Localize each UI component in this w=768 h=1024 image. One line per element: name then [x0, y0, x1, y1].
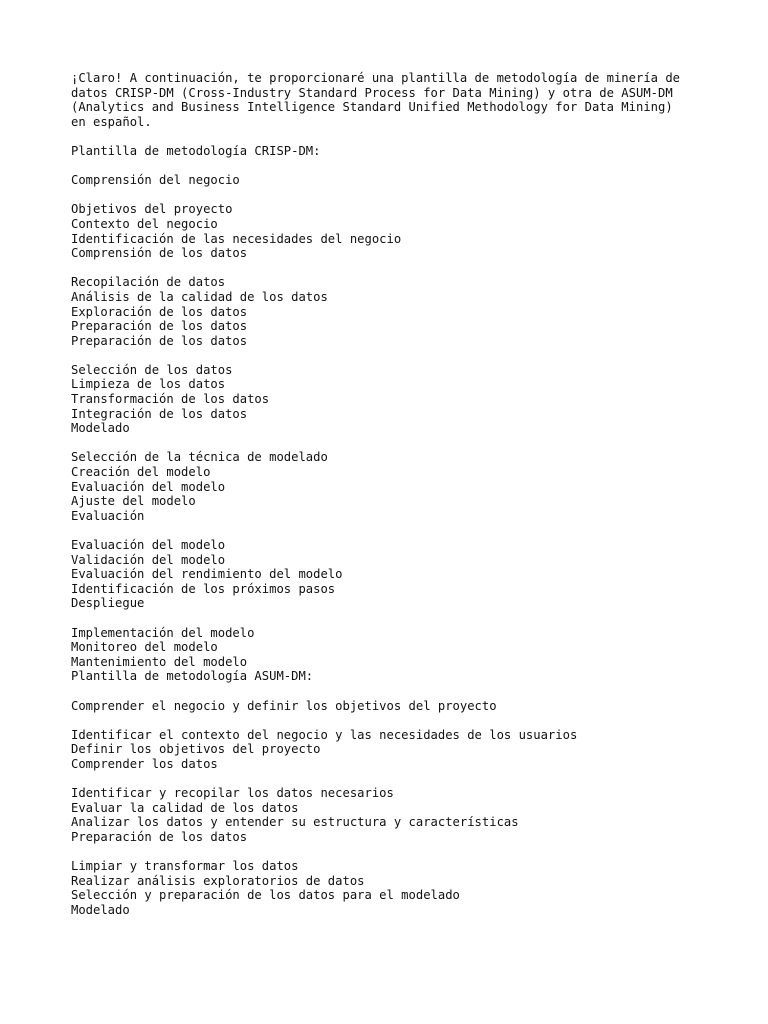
- text-line: Identificar y recopilar los datos necesarios: [71, 786, 394, 801]
- text-line: Limpieza de los datos: [71, 377, 226, 392]
- text-line: Evaluación: [71, 508, 145, 523]
- paragraph-block: [71, 728, 731, 772]
- paragraph-block: [71, 275, 731, 348]
- paragraph-block: [71, 699, 731, 714]
- text-line: Comprender los datos: [71, 756, 218, 771]
- text-line: Comprensión del negocio: [71, 173, 240, 188]
- text-line: Identificar el contexto del negocio y las necesidades de los usuarios: [71, 727, 578, 742]
- paragraph-block: [71, 786, 731, 844]
- text-line: Selección de la técnica de modelado: [71, 450, 328, 465]
- text-line: Identificación de las necesidades del negocio: [71, 231, 402, 246]
- text-line: Plantilla de metodología ASUM-DM:: [71, 669, 314, 684]
- text-line: datos CRISP-DM (Cross-Industry Standard Process for Data Mining) y otra de ASUM-DM: [71, 85, 673, 100]
- text-line: Creación del modelo: [71, 465, 211, 480]
- text-line: (Analytics and Business Intelligence Standard Unified Methodology for Data Mining): [71, 100, 673, 115]
- text-line: en español.: [71, 114, 152, 129]
- text-line: Comprender el negocio y definir los objetivos del proyecto: [71, 698, 497, 713]
- text-line: Recopilación de datos: [71, 275, 226, 290]
- text-line: Comprensión de los datos: [71, 246, 248, 261]
- text-line: ¡Claro! A continuación, te proporcionaré una plantilla de metodología de minería de: [71, 71, 681, 85]
- text-line: Integración de los datos: [71, 406, 248, 421]
- text-line: Selección y preparación de los datos para el modelado: [71, 888, 460, 903]
- paragraph-block: [71, 859, 731, 917]
- paragraph-block: [71, 626, 731, 684]
- text-line: Implementación del modelo: [71, 625, 255, 640]
- text-line: Definir los objetivos del proyecto: [71, 742, 321, 757]
- paragraph-block: [71, 173, 731, 188]
- text-line: Preparación de los datos: [71, 319, 248, 334]
- text-line: Despliegue: [71, 596, 145, 611]
- text-line: Validación del modelo: [71, 552, 226, 567]
- paragraph-block: [71, 450, 731, 523]
- text-line: Transformación de los datos: [71, 392, 270, 407]
- text-line: Mantenimiento del modelo: [71, 654, 248, 669]
- text-line: Evaluar la calidad de los datos: [71, 800, 299, 815]
- text-line: Analizar los datos y entender su estructura y características: [71, 815, 519, 830]
- paragraph-block: [71, 71, 731, 129]
- text-line: Limpiar y transformar los datos: [71, 859, 299, 874]
- text-line: Ajuste del modelo: [71, 494, 196, 509]
- paragraph-block: [71, 202, 731, 260]
- text-line: Identificación de los próximos pasos: [71, 581, 336, 596]
- text-line: Selección de los datos: [71, 362, 233, 377]
- text-line: Contexto del negocio: [71, 216, 218, 231]
- text-line: Monitoreo del modelo: [71, 640, 218, 655]
- text-line: Evaluación del rendimiento del modelo: [71, 567, 343, 582]
- text-line: Modelado: [71, 421, 130, 436]
- paragraph-block: [71, 538, 731, 611]
- document-body: [71, 71, 731, 932]
- paragraph-block: [71, 144, 731, 159]
- text-line: Preparación de los datos: [71, 333, 248, 348]
- paragraph-block: [71, 363, 731, 436]
- text-line: Objetivos del proyecto: [71, 202, 233, 217]
- text-line: Evaluación del modelo: [71, 479, 226, 494]
- text-line: Plantilla de metodología CRISP-DM:: [71, 143, 321, 158]
- text-line: Modelado: [71, 902, 130, 917]
- text-line: Preparación de los datos: [71, 829, 248, 844]
- text-line: Evaluación del modelo: [71, 538, 226, 552]
- text-line: Exploración de los datos: [71, 304, 248, 319]
- text-line: Realizar análisis exploratorios de datos: [71, 873, 365, 888]
- text-line: Análisis de la calidad de los datos: [71, 289, 328, 304]
